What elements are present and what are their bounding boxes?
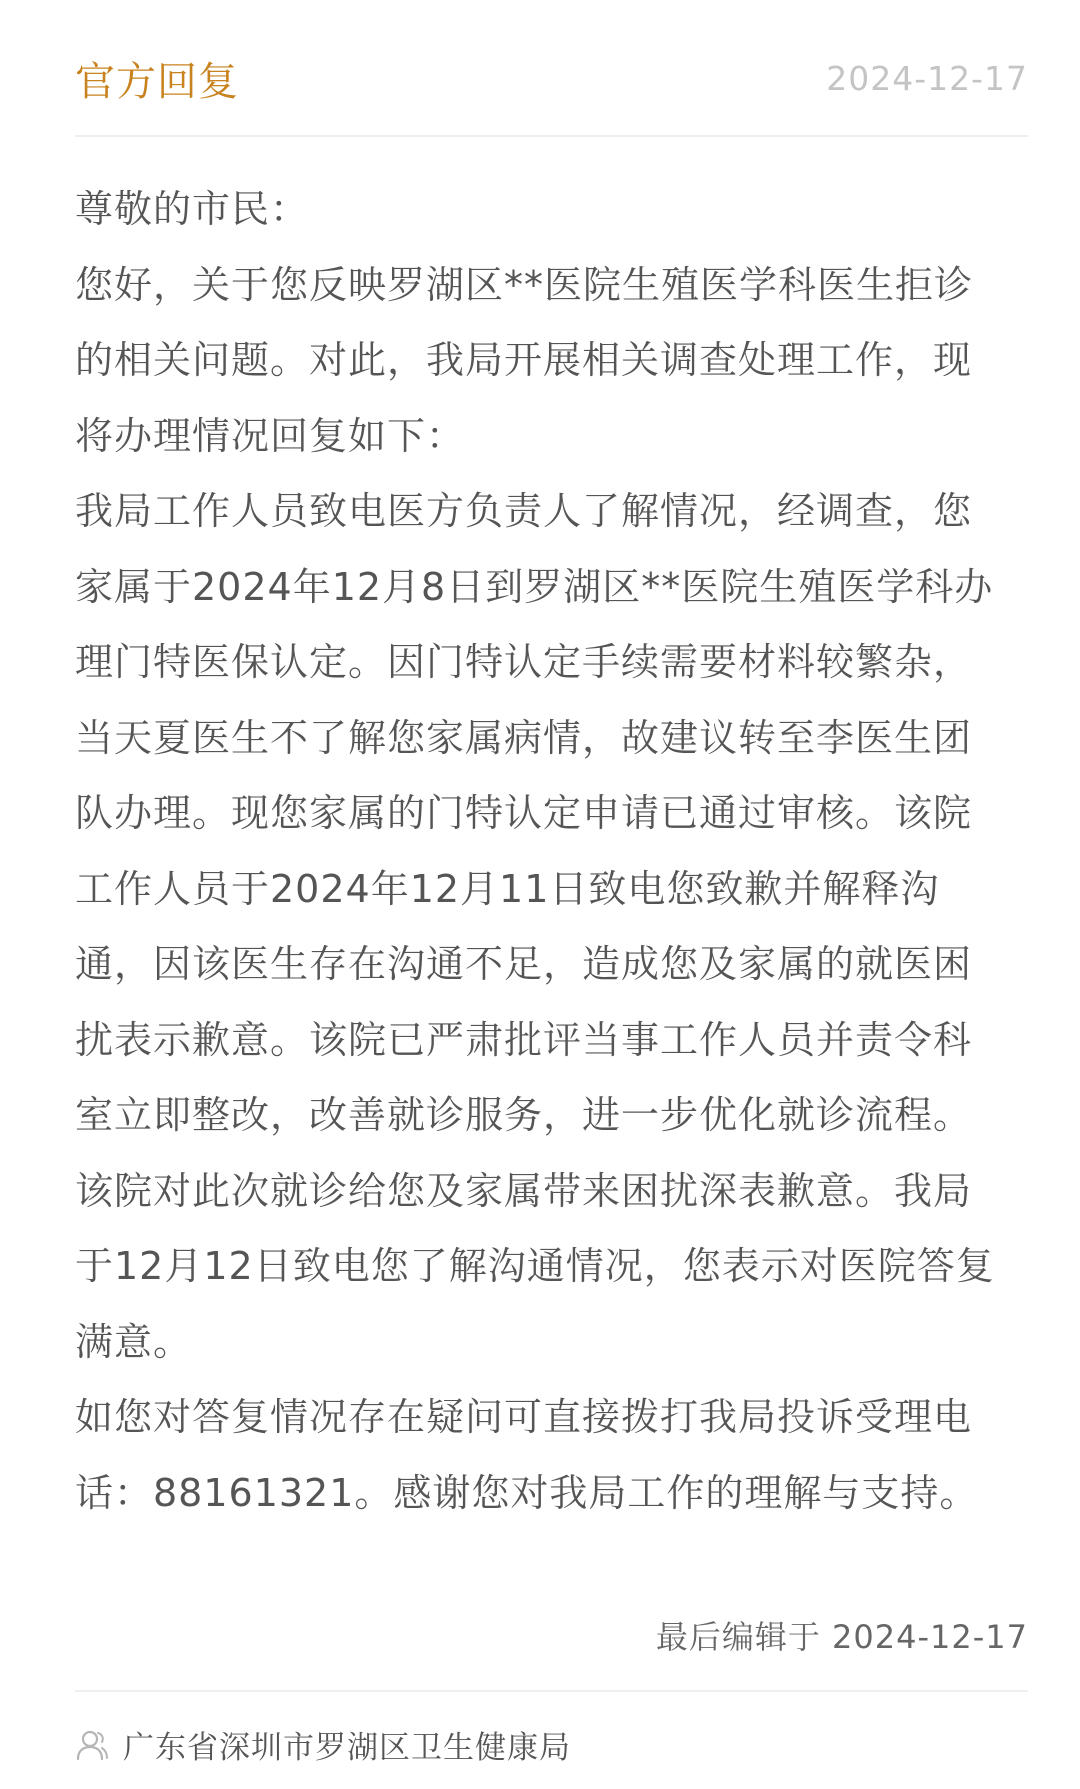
user-outline-icon: [75, 1728, 109, 1762]
reply-paragraph-greeting: 尊敬的市民：: [75, 187, 310, 231]
last-edited-label: 最后编辑于 2024-12-17: [655, 1618, 1028, 1656]
reply-title: 官方回复: [75, 58, 239, 105]
reply-paragraph-investigation: 我局工作人员致电医方负责人了解情况，经调查，您家属于2024年12月8日到罗湖区**医院生殖医学科办理门特医保认定。因门特认定手续需要材料较繁杂，当天夏医生不了解您家属病情，故建议转至李医生团队办理。现您家属的门特认定申请已通过审核。该院工作人员于2024年12月11日致电您致歉并解释沟通，因该医生存在沟通不足，造成您及家属的就医困扰表示歉意。该院已严肃批评当事工作人员并责令科室立即整改，改善就诊服务，进一步优化就诊流程。该院对此次就诊给您及家属带来困扰深表歉意。我局于12月12日致电您了解沟通情况，您表示对医院答复满意。: [75, 489, 995, 1364]
agency-name: 广东省深圳市罗湖区卫生健康局: [123, 1730, 571, 1766]
footer-divider: [75, 1690, 1028, 1692]
reply-date: 2024-12-17: [826, 58, 1028, 98]
reply-paragraph-contact: 如您对答复情况存在疑问可直接拨打我局投诉受理电话：88161321。感谢您对我局工作的理解与支持。: [75, 1395, 979, 1515]
reply-body: [75, 172, 1010, 1531]
agency-footer[interactable]: [75, 1722, 571, 1767]
reply-paragraph-intro: 您好，关于您反映罗湖区**医院生殖医学科医生拒诊的相关问题。对此，我局开展相关调查处理工作，现将办理情况回复如下：: [75, 262, 974, 458]
header-divider: [75, 135, 1028, 137]
reply-header: [75, 42, 1028, 114]
